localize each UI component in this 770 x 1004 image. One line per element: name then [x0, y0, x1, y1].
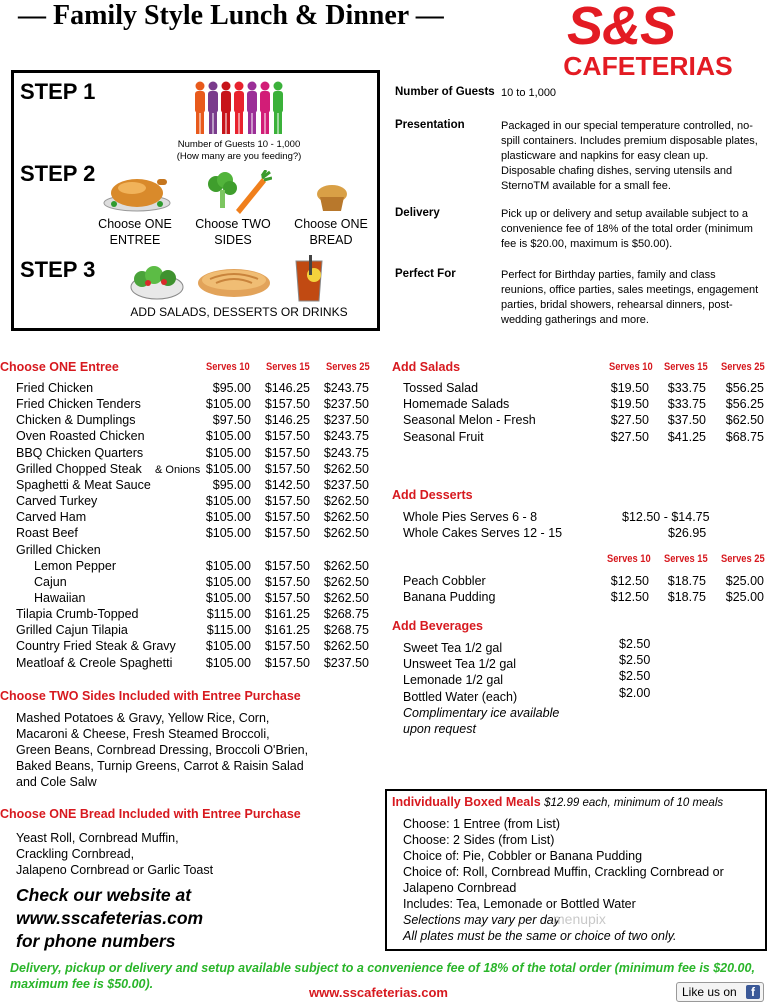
entree-price-25: $237.50	[323, 413, 369, 428]
steps-box	[11, 70, 380, 331]
entree-price-15: $157.50	[264, 574, 310, 589]
salads-serves-10: Serves 10	[609, 361, 653, 373]
entree-price-15: $157.50	[264, 461, 310, 476]
boxed-line: Choice of: Roll, Cornbread Muffin, Crackling Cornbread or	[403, 865, 724, 879]
salad-name: Seasonal Fruit	[403, 429, 484, 444]
dessert-price-10: $12.50	[610, 590, 649, 605]
entree-price-25: $262.50	[323, 494, 369, 509]
entree-price-15: $161.25	[264, 607, 310, 622]
logo-bottom: CAFETERIAS	[563, 51, 733, 81]
info-delivery-value: Pick up or delivery and setup available subject to a convenience fee of 18% of the total order (minimum fee is $20.00, maximum is $50.00).	[501, 208, 753, 250]
logo	[545, 0, 755, 81]
entree-name: Meatloaf & Creole Spaghetti	[16, 655, 173, 670]
choose-sides-2: SIDES	[214, 233, 252, 247]
website-note-line: Check our website at	[16, 885, 192, 905]
entree-price-25: $243.75	[323, 445, 369, 460]
add-note: ADD SALADS, DESSERTS OR DRINKS	[130, 305, 348, 319]
iced-tea-icon	[292, 255, 326, 303]
entree-price-15: $157.50	[264, 429, 310, 444]
boxed-note: All plates must be the same or choice of two only.	[403, 929, 677, 943]
choose-bread-1: Choose ONE	[294, 217, 368, 231]
dessert-price-10: $12.50	[610, 574, 649, 588]
entree-price-10: $105.00	[205, 558, 251, 573]
pie-icon	[196, 265, 272, 301]
entree-price-25: $237.50	[323, 655, 369, 670]
entree-price-15: $157.50	[264, 639, 310, 654]
desserts-serves-25: Serves 25	[721, 553, 765, 565]
entree-name: Hawaiian	[34, 590, 86, 605]
beverages-heading: Add Beverages	[392, 619, 484, 633]
dessert-price-25: $25.00	[725, 590, 764, 605]
info-presentation-value: Packaged in our special temperature controlled, no-spill containers. Includes premium disposable plates, plasticware and napkins for easy clean up. Disposable chafing dishes, serving utensils and SternoTM available for a small fee.	[501, 120, 758, 192]
entree-name: Oven Roasted Chicken	[16, 429, 145, 444]
entree-price-25: $262.50	[323, 510, 369, 525]
boxed-meals-header	[392, 795, 723, 809]
salad-price-15: $33.75	[667, 397, 706, 412]
footer-url[interactable]: www.sscafeterias.com	[309, 985, 448, 1000]
salad-price-15: $37.50	[667, 413, 706, 428]
entree-price-15: $157.50	[264, 558, 310, 573]
entree-name: Chicken & Dumplings	[16, 413, 136, 428]
bread-list	[16, 830, 213, 878]
bread-heading: Choose ONE Bread Included with Entree Purchase	[0, 807, 301, 821]
salad-price-10: $19.50	[610, 397, 649, 412]
boxed-line: Jalapeno Cornbread	[403, 881, 517, 895]
choose-entree-label	[90, 216, 180, 248]
entree-price-10: $105.00	[205, 429, 251, 444]
salad-price-25: $62.50	[725, 413, 764, 428]
salad-price-25: $68.75	[725, 429, 764, 444]
entree-price-25: $262.50	[323, 574, 369, 589]
entree-name-extra: & Onions	[155, 463, 201, 476]
salad-name: Homemade Salads	[403, 397, 510, 412]
entree-price-15: $146.25	[264, 381, 310, 395]
entree-price-10	[195, 542, 251, 558]
entree-name: Spaghetti & Meat Sauce	[16, 477, 151, 492]
salad-price-10: $27.50	[610, 429, 649, 444]
entree-price-10: $95.00	[212, 381, 251, 395]
entree-price-15: $157.50	[264, 526, 310, 541]
entree-price-15: $157.50	[264, 494, 310, 509]
entree-price-10: $105.00	[205, 655, 251, 670]
salad-name: Tossed Salad	[403, 381, 479, 395]
dessert-pies-name: Whole Pies Serves 6 - 8	[403, 510, 538, 524]
boxed-line: Choice of: Pie, Cobbler or Banana Pudding	[403, 849, 643, 863]
choose-bread-2: BREAD	[309, 233, 353, 247]
entree-price-10: $105.00	[205, 590, 251, 605]
sides-line: Mashed Potatoes & Gravy, Yellow Rice, Corn,	[16, 711, 270, 725]
entrees-serves-10: Serves 10	[206, 361, 250, 373]
entree-price-25: $262.50	[323, 526, 369, 541]
desserts-serves-10: Serves 10	[607, 553, 651, 565]
like-label: Like us on	[682, 985, 737, 999]
info-presentation-label: Presentation	[395, 119, 465, 131]
entree-price-25: $262.50	[323, 558, 369, 573]
entree-name: Fried Chicken	[16, 381, 94, 395]
beverage-price: $2.50	[619, 669, 651, 684]
beverage-note-1: Complimentary ice available	[403, 706, 560, 720]
step3-label: STEP 3	[20, 257, 96, 282]
facebook-like-button[interactable]	[676, 982, 764, 1002]
salad-icon	[128, 263, 186, 301]
entree-price-10: $105.00	[205, 397, 251, 412]
salad-price-25: $56.25	[725, 397, 764, 412]
bread-line: Crackling Cornbread,	[16, 847, 135, 861]
entree-price-15: $157.50	[264, 655, 310, 670]
salad-price-25: $56.25	[725, 381, 764, 395]
page-title: — Family Style Lunch & Dinner —	[18, 0, 444, 31]
entree-name: Grilled Cajun Tilapia	[16, 623, 128, 638]
entrees-serves-25: Serves 25	[326, 361, 370, 373]
beverage-price: $2.50	[619, 653, 651, 668]
entree-name: BBQ Chicken Quarters	[16, 445, 144, 460]
entree-price-10: $105.00	[205, 510, 251, 525]
entree-price-25: $262.50	[323, 639, 369, 654]
roast-chicken-icon	[102, 171, 172, 213]
info-perfect-label: Perfect For	[395, 268, 456, 280]
entrees-heading: Choose ONE Entree	[0, 360, 119, 374]
desserts-heading: Add Desserts	[392, 488, 473, 502]
beverage-name: Unsweet Tea 1/2 gal	[403, 657, 517, 672]
bread-line: Yeast Roll, Cornbread Muffin,	[16, 831, 179, 845]
entree-price-10: $105.00	[205, 494, 251, 509]
entree-price-25: $262.50	[323, 461, 369, 476]
choose-entree-1: Choose ONE	[98, 217, 172, 231]
entree-price-15: $146.25	[264, 413, 310, 428]
entree-price-25: $268.75	[323, 607, 369, 622]
dessert-name: Peach Cobbler	[403, 574, 486, 588]
guests-note-2: (How many are you feeding?)	[176, 151, 302, 162]
boxed-line: Choose: 2 Sides (from List)	[403, 833, 555, 847]
entree-price-15: $161.25	[264, 623, 310, 638]
info-guests-value: 10 to 1,000	[501, 87, 557, 99]
entree-price-15: $142.50	[264, 477, 310, 492]
beverage-note	[403, 705, 559, 737]
watermark: menupix	[553, 911, 606, 927]
dessert-pies-price: $12.50 - $14.75	[622, 510, 710, 524]
entree-name: Grilled Chicken	[16, 542, 101, 557]
entree-price-25: $262.50	[323, 590, 369, 605]
entree-name: Tilapia Crumb-Topped	[16, 607, 139, 622]
desserts-serves-15: Serves 15	[664, 553, 708, 565]
choose-entree-2: ENTREE	[109, 233, 161, 247]
salad-price-10: $27.50	[610, 413, 649, 428]
dessert-cakes-price: $26.95	[668, 526, 707, 540]
entree-price-10: $105.00	[205, 526, 251, 541]
entree-name: Roast Beef	[16, 526, 78, 541]
entree-name: Grilled Chopped Steak	[16, 461, 142, 476]
logo-top: S&S	[567, 0, 676, 56]
entree-price-15: $157.50	[264, 397, 310, 412]
choose-bread-label	[286, 216, 376, 248]
entree-name: Cajun	[34, 574, 67, 589]
salad-price-10: $19.50	[610, 381, 649, 395]
website-note-line: for phone numbers	[16, 931, 176, 951]
entree-price-25: $268.75	[323, 623, 369, 638]
entree-name: Fried Chicken Tenders	[16, 397, 141, 412]
beverage-price: $2.00	[619, 685, 651, 700]
boxed-line: Includes: Tea, Lemonade or Bottled Water	[403, 897, 636, 911]
entree-price-10: $105.00	[205, 461, 251, 476]
dessert-cakes-name: Whole Cakes Serves 12 - 15	[403, 526, 563, 540]
boxed-meals-heading: Individually Boxed Meals	[392, 795, 541, 809]
salads-serves-15: Serves 15	[664, 361, 708, 373]
entree-name: Carved Ham	[16, 510, 87, 525]
facebook-icon: f	[746, 985, 760, 999]
entree-name: Lemon Pepper	[34, 558, 117, 573]
beverage-name: Lemonade 1/2 gal	[403, 673, 504, 688]
sides-heading: Choose TWO Sides Included with Entree Purchase	[0, 689, 301, 703]
entree-price-10: $105.00	[205, 639, 251, 654]
salad-price-15: $33.75	[667, 381, 706, 395]
salads-heading: Add Salads	[392, 360, 461, 374]
entree-price-25: $237.50	[323, 477, 369, 492]
entree-price-10: $97.50	[212, 413, 251, 428]
guests-note-1: Number of Guests 10 - 1,000	[177, 139, 301, 150]
vegetables-icon	[200, 170, 272, 218]
boxed-meals-sub: $12.99 each, minimum of 10 meals	[544, 797, 724, 809]
salad-price-15: $41.25	[667, 429, 706, 444]
sides-line: Green Beans, Cornbread Dressing, Broccoli O'Brien,	[16, 743, 309, 757]
entree-price-25: $237.50	[323, 397, 369, 412]
dessert-price-25: $25.00	[725, 574, 764, 588]
step1-label: STEP 1	[20, 79, 96, 104]
entree-price-15	[254, 542, 310, 558]
choose-sides-1: Choose TWO	[195, 217, 271, 231]
beverage-name: Sweet Tea 1/2 gal	[403, 641, 503, 655]
choose-sides-label	[188, 216, 278, 248]
salad-name: Seasonal Melon - Fresh	[403, 413, 536, 428]
boxed-line: Choose: 1 Entree (from List)	[403, 817, 561, 831]
beverage-name: Bottled Water (each)	[403, 689, 518, 704]
sides-line: Macaroni & Cheese, Fresh Steamed Broccoli,	[16, 727, 270, 741]
dessert-price-15: $18.75	[667, 590, 706, 605]
entree-price-15: $157.50	[264, 445, 310, 460]
entree-price-25: $243.75	[323, 381, 369, 395]
entree-name: Country Fried Steak & Gravy	[16, 639, 176, 654]
salads-serves-25: Serves 25	[721, 361, 765, 373]
info-guests-label: Number of Guests	[395, 86, 495, 98]
dessert-name: Banana Pudding	[403, 590, 496, 605]
entrees-serves-15: Serves 15	[266, 361, 310, 373]
bread-line: Jalapeno Cornbread or Garlic Toast	[16, 863, 214, 877]
dessert-price-15: $18.75	[667, 574, 706, 588]
entree-extra-wrap	[151, 461, 200, 477]
entree-name: Carved Turkey	[16, 494, 98, 509]
entree-price-10: $115.00	[206, 607, 251, 622]
sides-line: Baked Beans, Turnip Greens, Carrot & Raisin Salad	[16, 759, 304, 773]
step2-label: STEP 2	[20, 161, 96, 186]
beverage-price: $2.50	[619, 637, 651, 651]
entree-price-10: $105.00	[205, 574, 251, 589]
entree-price-15: $157.50	[264, 510, 310, 525]
beverage-note-2: upon request	[403, 722, 476, 736]
website-note	[16, 884, 203, 953]
info-perfect-value: Perfect for Birthday parties, family and class reunions, office parties, sales meetings, engagement parties, bridal showers, rehearsal dinners, post-wedding gatherings and more.	[501, 269, 759, 326]
entree-price-10: $95.00	[212, 477, 251, 492]
sides-list	[16, 710, 308, 790]
entree-price-10: $115.00	[206, 623, 251, 638]
entree-price-25: $243.75	[323, 429, 369, 444]
boxed-note: Selections may vary per day	[403, 913, 561, 927]
entree-price-25	[313, 542, 369, 558]
people-icon	[192, 80, 286, 138]
muffin-icon	[314, 183, 350, 213]
entree-price-15: $157.50	[264, 590, 310, 605]
guests-note	[164, 139, 314, 163]
website-note-url[interactable]: www.sscafeterias.com	[16, 908, 204, 928]
sides-line: and Cole Salw	[16, 775, 97, 789]
footer-notice: Delivery, pickup or delivery and setup available subject to a convenience fee of 18% of the total order (minimum fee is $20.00, maximum fee is $50.00).	[10, 961, 755, 991]
entree-price-10: $105.00	[205, 445, 251, 460]
info-delivery-label: Delivery	[395, 207, 440, 219]
